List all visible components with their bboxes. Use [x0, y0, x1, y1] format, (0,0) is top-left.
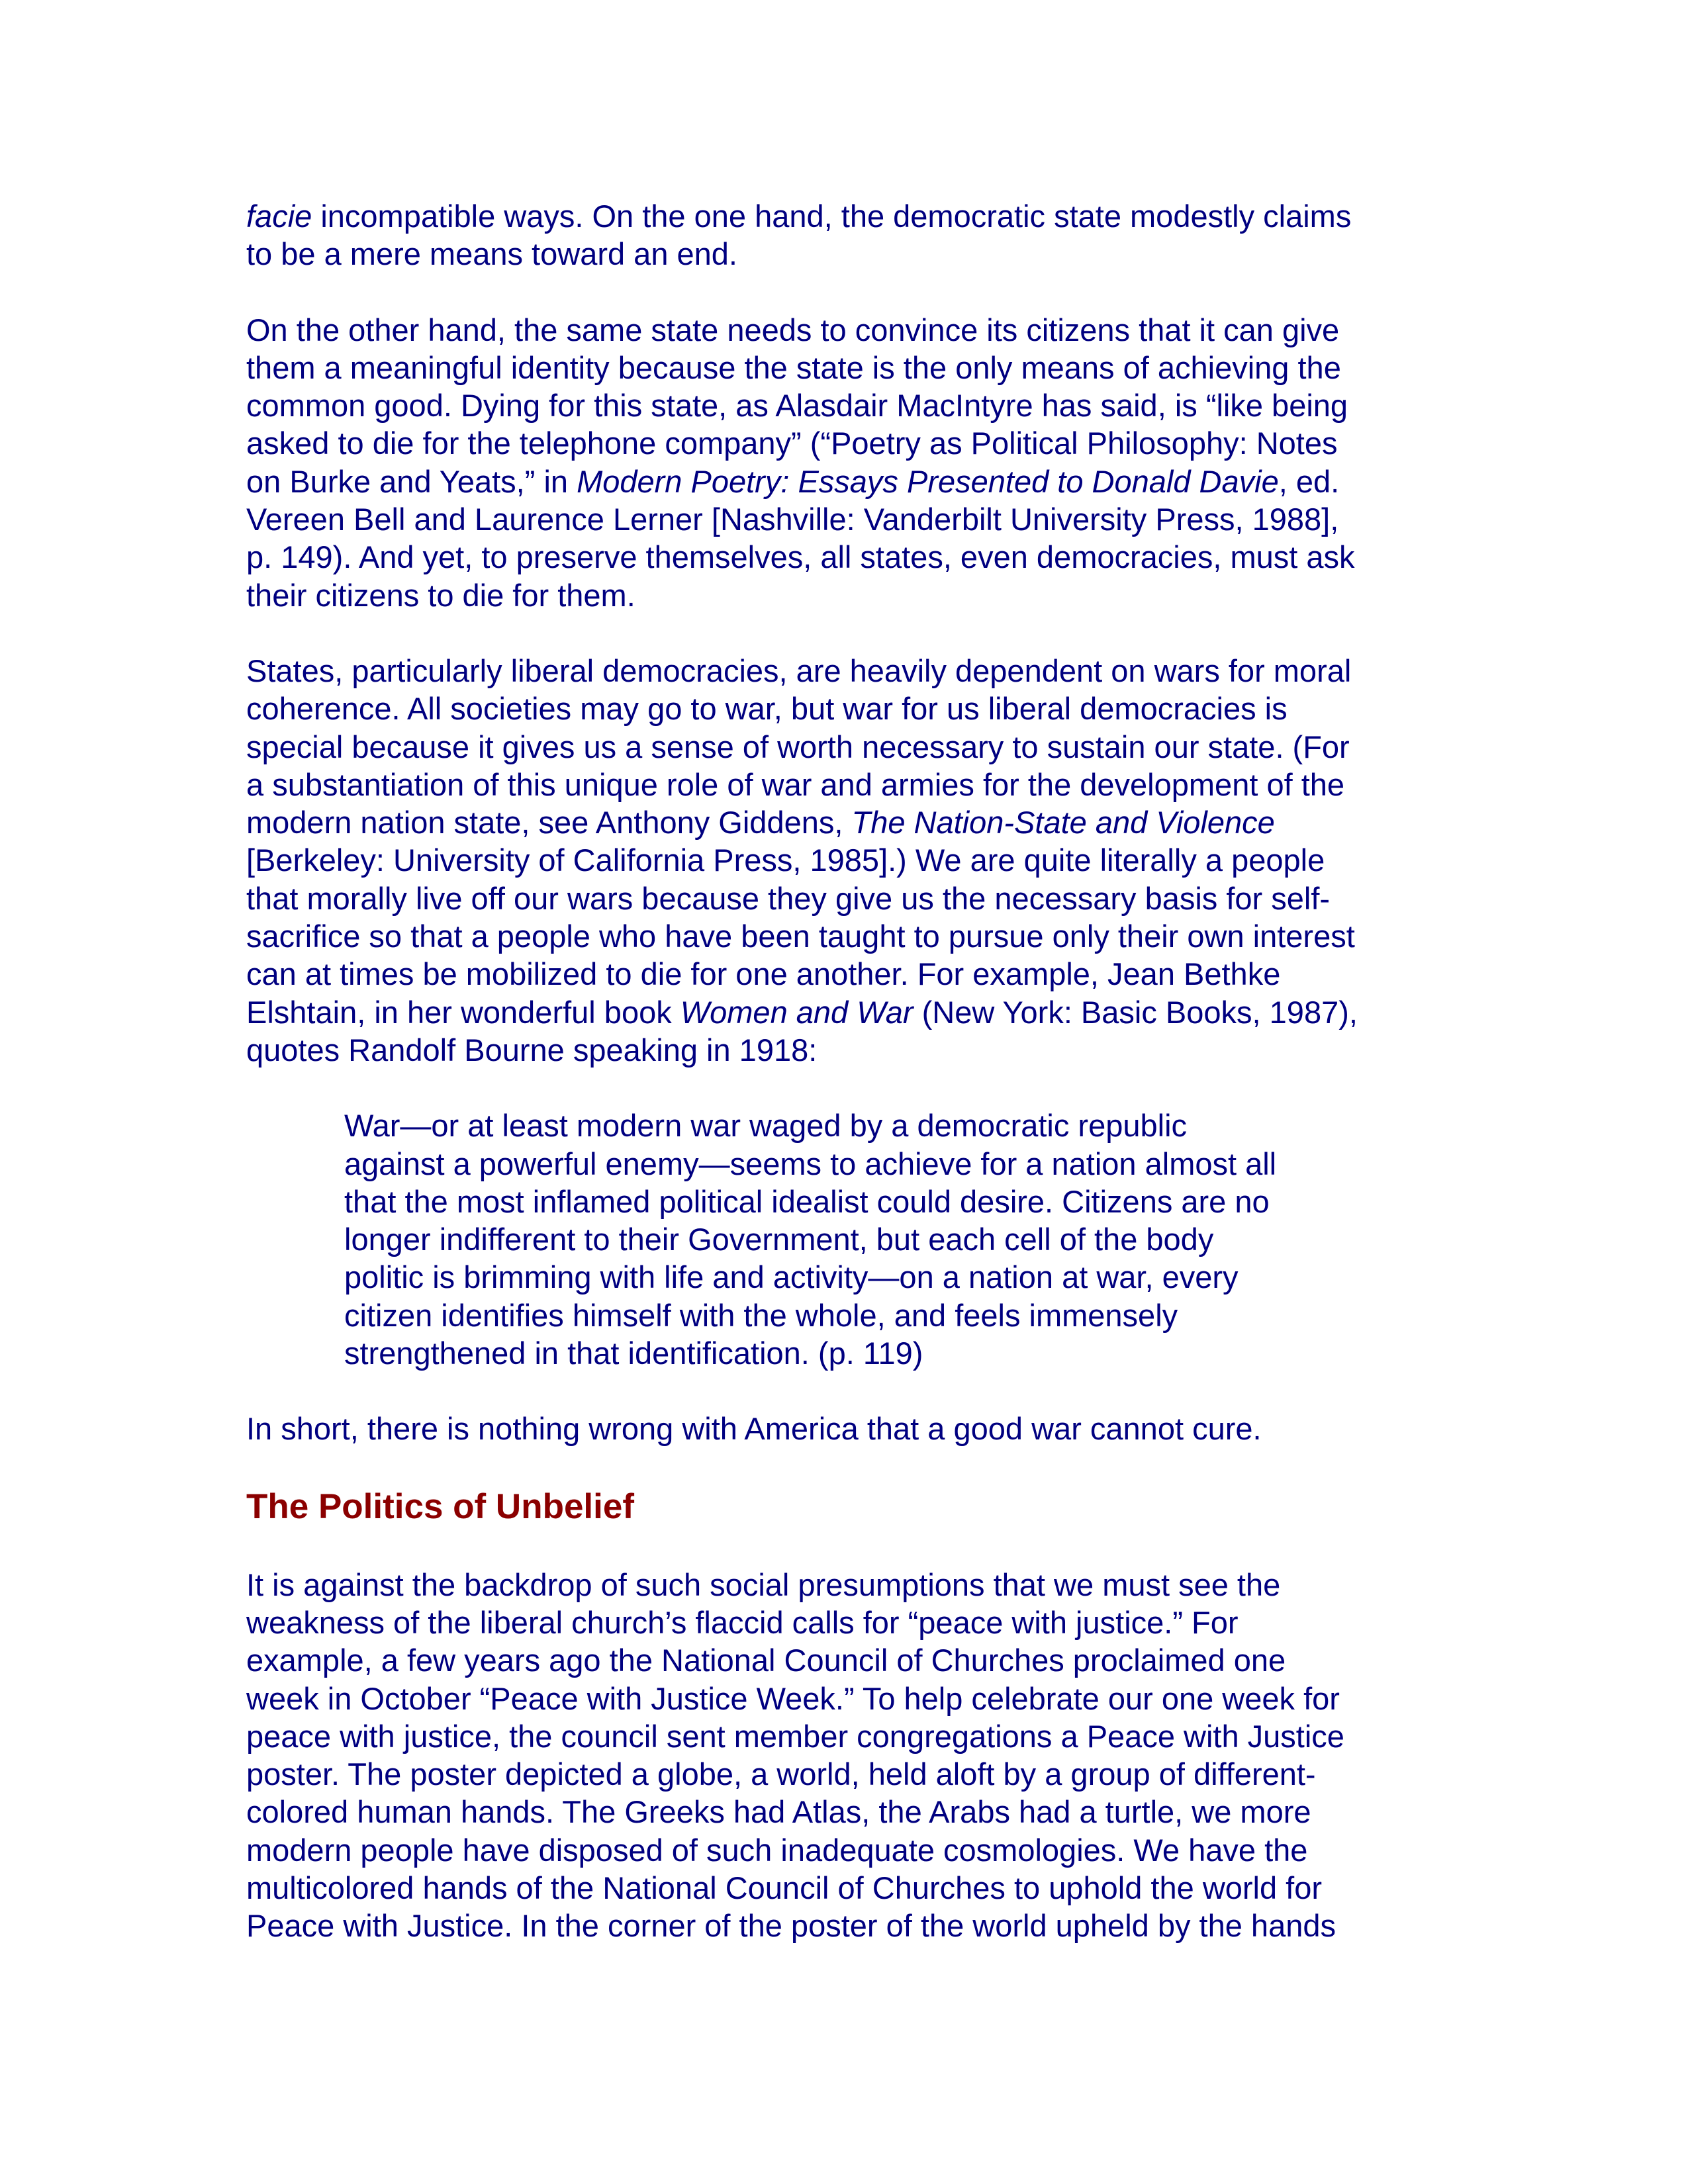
text-run: Elshtain, in her wonderful book	[246, 994, 680, 1030]
text-run: weakness of the liberal church’s flaccid calls for “peace with justice.” For	[246, 1604, 1239, 1640]
text-run: peace with justice, the council sent member congregations a Peace with Justice	[246, 1718, 1344, 1754]
text-line	[344, 1220, 1443, 1258]
text-line	[246, 690, 1451, 727]
text-run: Vereen Bell and Laurence Lerner [Nashville: Vanderbilt University Press, 1988],	[246, 502, 1339, 537]
text-run: War—or at least modern war waged by a democratic republic	[344, 1108, 1188, 1144]
text-line	[246, 1717, 1451, 1755]
text-run: a substantiation of this unique role of war and armies for the development of the	[246, 766, 1345, 802]
text-run: politic is brimming with life and activity—on a nation at war, every	[344, 1259, 1239, 1295]
text-run: citizen identifies himself with the whole, and feels immensely	[344, 1297, 1178, 1333]
italic-title-text: facie	[246, 199, 312, 234]
text-line	[246, 463, 1451, 500]
text-line	[344, 1145, 1443, 1183]
text-line	[246, 841, 1451, 879]
text-line	[344, 1258, 1443, 1296]
text-line	[246, 1566, 1451, 1604]
text-line	[246, 1604, 1451, 1641]
text-line	[246, 349, 1451, 387]
text-run: modern nation state, see Anthony Giddens,	[246, 805, 852, 841]
block-quote-bourne	[344, 1107, 1443, 1372]
text-line	[246, 387, 1451, 424]
text-line	[246, 766, 1451, 803]
text-run: incompatible ways. On the one hand, the democratic state modestly claims	[312, 199, 1352, 234]
text-run: In short, there is nothing wrong with America that a good war cannot cure.	[246, 1411, 1262, 1447]
text-run: special because it gives us a sense of worth necessary to sustain our state. (For	[246, 729, 1350, 764]
text-run: quotes Randolf Bourne speaking in 1918:	[246, 1032, 818, 1068]
text-run: week in October “Peace with Justice Week.” To help celebrate our one week for	[246, 1680, 1340, 1716]
italic-title-text: The Nation-State and Violence	[851, 805, 1275, 841]
text-run: p. 149). And yet, to preserve themselves, all states, even democracies, must ask	[246, 539, 1355, 575]
text-run: States, particularly liberal democracies, are heavily dependent on wars for moral	[246, 653, 1352, 688]
text-line	[246, 576, 1451, 614]
text-line	[246, 1793, 1451, 1831]
text-run: [Berkeley: University of California Press, 1985].) We are quite literally a people	[246, 842, 1325, 878]
text-run: modern people have disposed of such inadequate cosmologies. We have the	[246, 1832, 1308, 1868]
text-run: , ed.	[1278, 463, 1340, 499]
text-line	[246, 1031, 1451, 1069]
text-run: longer indifferent to their Government, but each cell of the body	[344, 1222, 1214, 1257]
document-page	[246, 197, 1451, 1983]
text-line	[246, 1869, 1451, 1907]
paragraph-backdrop	[246, 1566, 1451, 1945]
text-line	[246, 880, 1451, 917]
text-run: coherence. All societies may go to war, but war for us liberal democracies is	[246, 691, 1288, 727]
text-run: It is against the backdrop of such social presumptions that we must see the	[246, 1567, 1281, 1602]
text-run: that the most inflamed political idealist could desire. Citizens are no	[344, 1183, 1270, 1219]
text-line	[246, 311, 1451, 349]
italic-title-text: Women and War	[680, 994, 914, 1030]
section-heading: The Politics of Unbelief	[246, 1486, 635, 1526]
text-line	[246, 1641, 1451, 1679]
paragraph-other-hand	[246, 311, 1451, 614]
text-run: poster. The poster depicted a globe, a world, held aloft by a group of different-	[246, 1756, 1316, 1792]
text-line	[344, 1334, 1443, 1372]
text-run: sacrifice so that a people who have been taught to pursue only their own interest	[246, 919, 1355, 954]
text-run: can at times be mobilized to die for one another. For example, Jean Bethke	[246, 956, 1281, 992]
text-line	[246, 803, 1451, 841]
text-line	[246, 197, 1451, 235]
text-line	[246, 1907, 1451, 1944]
text-run: multicolored hands of the National Council of Churches to uphold the world for	[246, 1870, 1323, 1905]
text-run: common good. Dying for this state, as Alasdair MacIntyre has said, is “like being	[246, 388, 1348, 424]
paragraph-facie	[246, 197, 1451, 273]
text-line	[246, 1755, 1451, 1793]
text-run: colored human hands. The Greeks had Atlas, the Arabs had a turtle, we more	[246, 1794, 1311, 1830]
text-run: their citizens to die for them.	[246, 577, 635, 613]
paragraph-in-short	[246, 1410, 1451, 1447]
text-run: that morally live off our wars because they give us the necessary basis for self-	[246, 880, 1331, 916]
text-line	[246, 728, 1451, 766]
paragraph-states-wars	[246, 652, 1451, 1069]
text-line	[246, 500, 1451, 538]
text-line	[246, 424, 1451, 462]
text-run: them a meaningful identity because the state is the only means of achieving the	[246, 349, 1341, 385]
text-line	[246, 235, 1451, 273]
text-line	[246, 1831, 1451, 1869]
text-run: on Burke and Yeats,” in	[246, 463, 577, 499]
text-line	[246, 1410, 1451, 1447]
text-line	[344, 1297, 1443, 1334]
text-line	[246, 917, 1451, 955]
text-run: Peace with Justice. In the corner of the poster of the world upheld by the hands	[246, 1908, 1336, 1944]
text-run: (New York: Basic Books, 1987),	[913, 994, 1358, 1030]
text-run: example, a few years ago the National Council of Churches proclaimed one	[246, 1643, 1286, 1678]
text-line	[344, 1107, 1443, 1144]
text-line	[246, 652, 1451, 690]
text-line	[246, 993, 1451, 1031]
text-line	[246, 955, 1451, 993]
text-line	[344, 1183, 1443, 1220]
text-line	[246, 1680, 1451, 1717]
italic-title-text: Modern Poetry: Essays Presented to Donald Davie	[577, 463, 1279, 499]
text-run: against a powerful enemy—seems to achieve for a nation almost all	[344, 1146, 1277, 1181]
text-run: to be a mere means toward an end.	[246, 236, 737, 272]
text-run: asked to die for the telephone company” (“Poetry as Political Philosophy: Notes	[246, 426, 1338, 461]
text-run: strengthened in that identification. (p. 119)	[344, 1336, 923, 1371]
text-line	[246, 538, 1451, 576]
text-run: On the other hand, the same state needs to convince its citizens that it can give	[246, 312, 1340, 347]
